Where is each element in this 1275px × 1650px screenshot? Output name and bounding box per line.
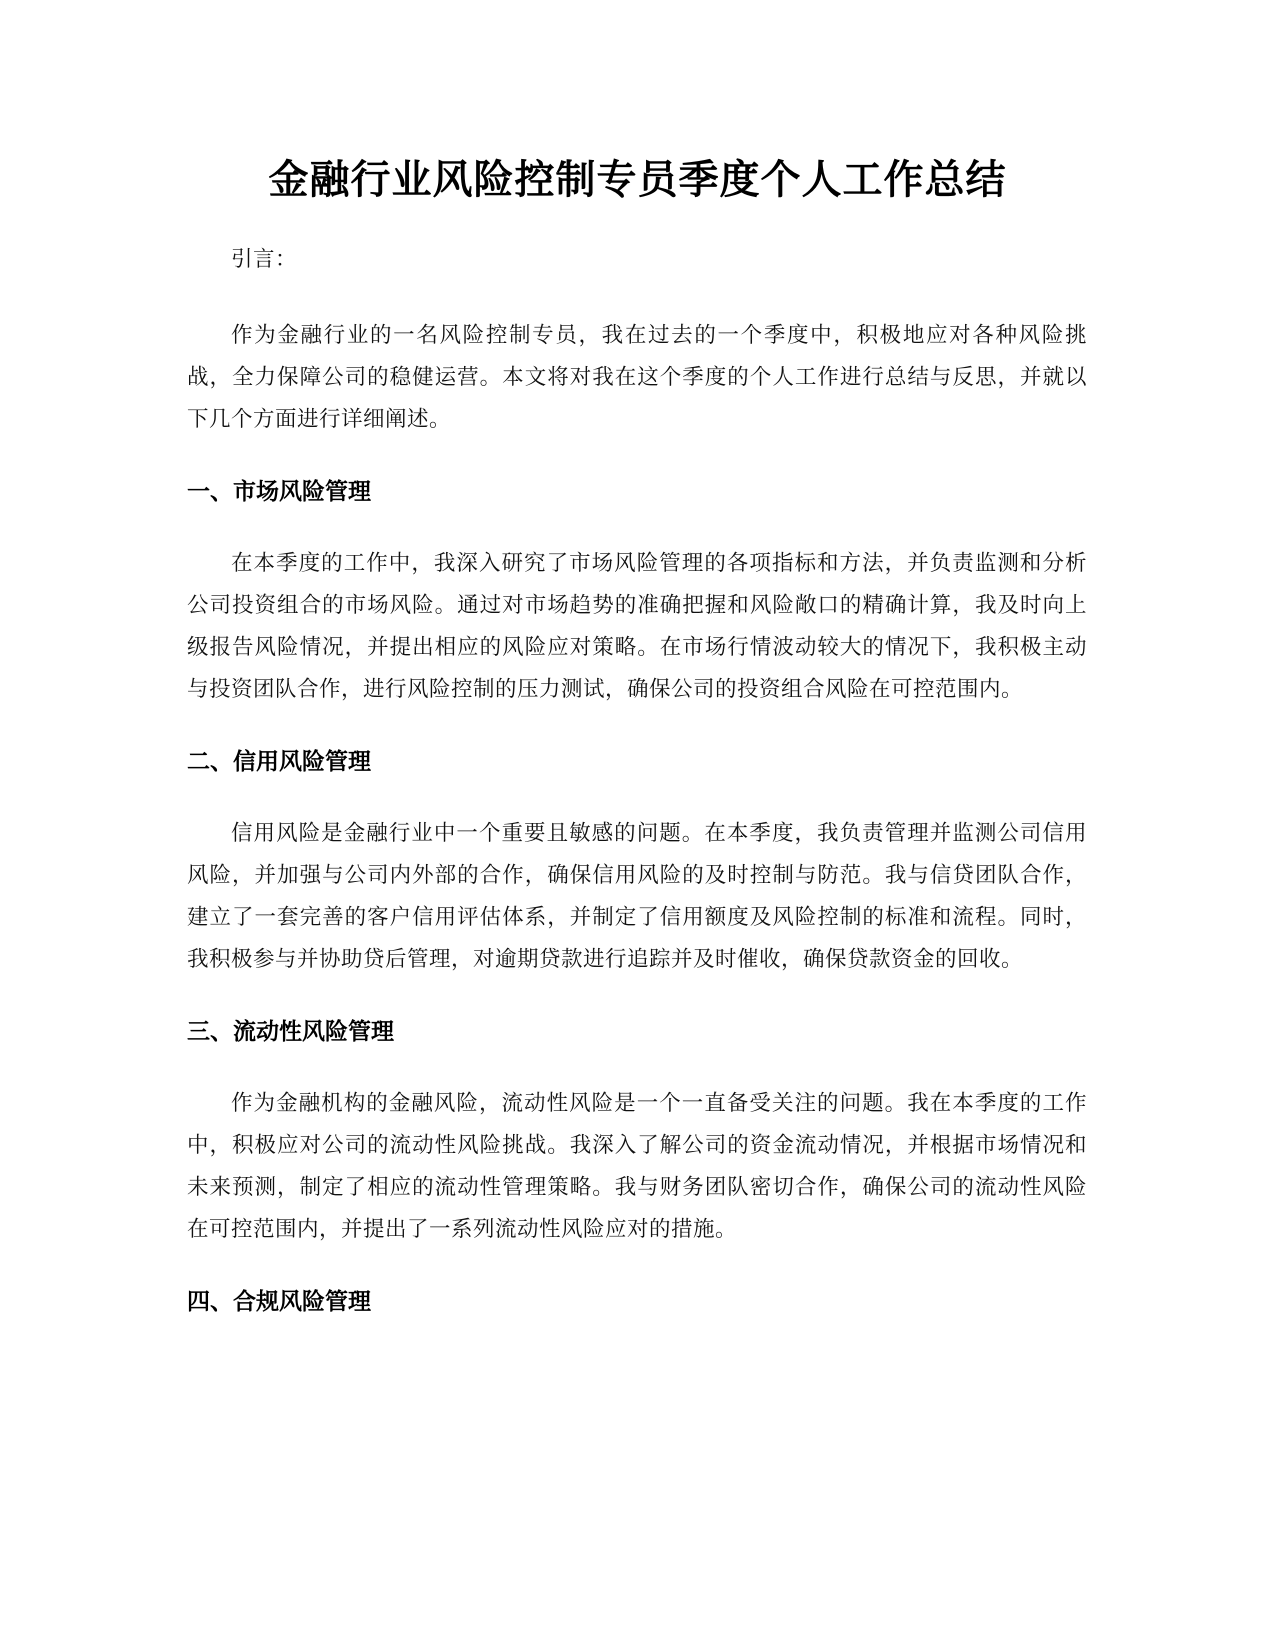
intro-paragraph: 作为金融行业的一名风险控制专员，我在过去的一个季度中，积极地应对各种风险挑战，全力保障公司的稳健运营。本文将对我在这个季度的个人工作进行总结与反思，并就以下几个方面进行详细阐述。 xyxy=(187,323,1087,432)
section-heading-compliance-risk: 四、合规风险管理 xyxy=(187,1289,371,1315)
section-paragraph-market-risk: 在本季度的工作中，我深入研究了市场风险管理的各项指标和方法，并负责监测和分析公司投资组合的市场风险。通过对市场趋势的准确把握和风险敞口的精确计算，我及时向上级报告风险情况，并提出相应的风险应对策略。在市场行情波动较大的情况下，我积极主动与投资团队合作，进行风险控制的压力测试，确保公司的投资组合风险在可控范围内。 xyxy=(187,551,1087,702)
intro-label: 引言： xyxy=(231,247,298,272)
section-heading-credit-risk: 二、信用风险管理 xyxy=(187,749,371,775)
document-body xyxy=(187,239,1087,1353)
section-heading-market-risk: 一、市场风险管理 xyxy=(187,479,371,505)
document-title: 金融行业风险控制专员季度个人工作总结 xyxy=(268,157,1007,203)
section-paragraph-credit-risk: 信用风险是金融行业中一个重要且敏感的问题。在本季度，我负责管理并监测公司信用风险，并加强与公司内外部的合作，确保信用风险的及时控制与防范。我与信贷团队合作，建立了一套完善的客户信用评估体系，并制定了信用额度及风险控制的标准和流程。同时，我积极参与并协助贷后管理，对逾期贷款进行追踪并及时催收，确保贷款资金的回收。 xyxy=(187,821,1087,972)
section-heading-liquidity-risk: 三、流动性风险管理 xyxy=(187,1019,394,1045)
section-paragraph-liquidity-risk: 作为金融机构的金融风险，流动性风险是一个一直备受关注的问题。我在本季度的工作中，积极应对公司的流动性风险挑战。我深入了解公司的资金流动情况，并根据市场情况和未来预测，制定了相应的流动性管理策略。我与财务团队密切合作，确保公司的流动性风险在可控范围内，并提出了一系列流动性风险应对的措施。 xyxy=(187,1091,1087,1242)
